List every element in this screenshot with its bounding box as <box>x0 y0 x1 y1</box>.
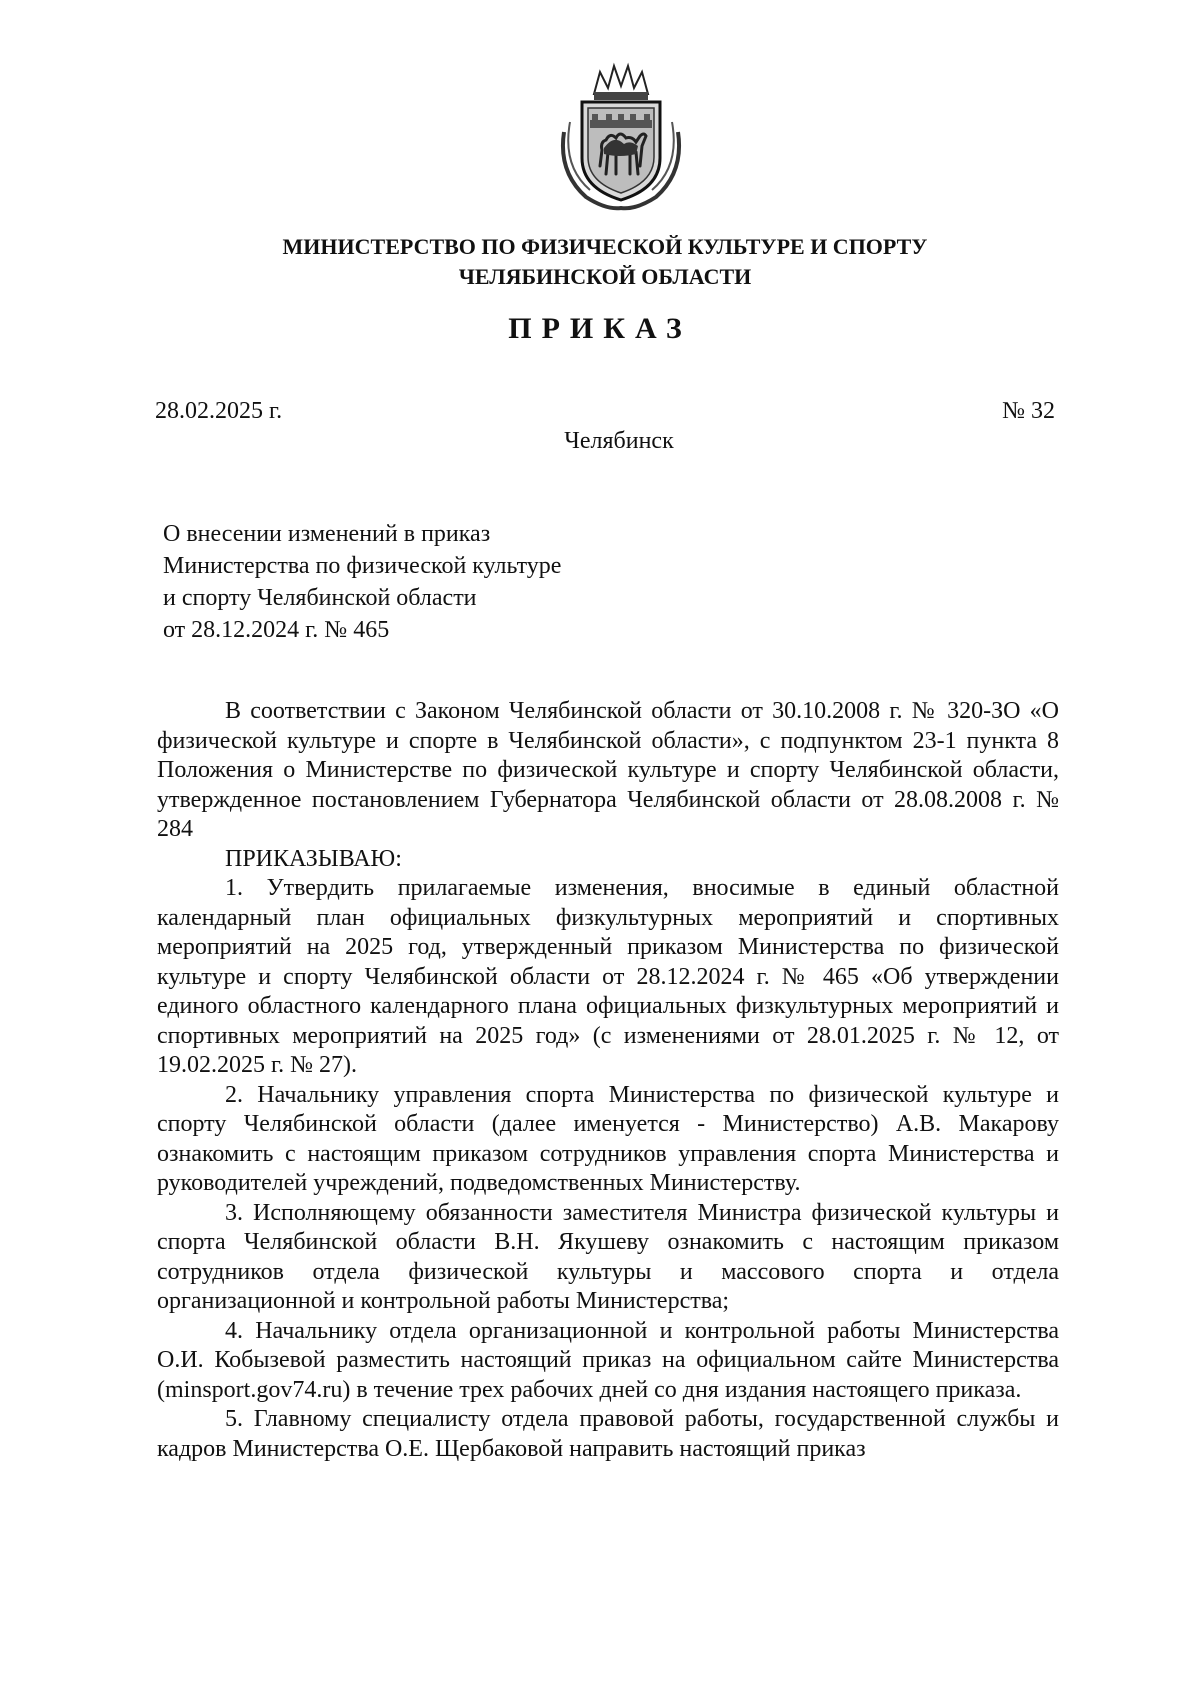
subject-line: О внесении изменений в приказ <box>163 521 491 547</box>
order-word: ПРИКАЗЫВАЮ: <box>225 845 402 872</box>
order-item-4: 4. Начальнику отдела организационной и контрольной работы Министерства О.И. Кобызевой разместить настоящий приказ на официальном сайте Министерства (minsport.gov74.ru) в течение трех рабочих дней со дня издания настоящего приказа. <box>157 1317 1059 1403</box>
ministry-name <box>0 232 1200 292</box>
subject-line: и спорту Челябинской области <box>163 585 477 611</box>
order-number: № 32 <box>1002 398 1055 424</box>
order-city: Челябинск <box>564 428 674 454</box>
order-item-3: 3. Исполняющему обязанности заместителя Министра физической культуры и спорта Челябинской области В.Н. Якушеву ознакомить с настоящим приказом сотрудников отдела физической культуры и массового спорта и отдела организационной и контрольной работы Министерства; <box>157 1199 1059 1314</box>
ministry-name-line2: ЧЕЛЯБИНСКОЙ ОБЛАСТИ <box>458 264 752 289</box>
document-type-title: ПРИКАЗ <box>508 312 692 345</box>
chelyabinsk-oblast-coat-of-arms-icon <box>556 62 686 212</box>
preamble-paragraph: В соответствии с Законом Челябинской области от 30.10.2008 г. № 320-ЗО «О физической культуре и спорте в Челябинской области», с подпунктом 23-1 пункта 8 Положения о Министерстве по физической культуре и спорту Челябинской области, утвержденное постановлением Губернатора Челябинской области от 28.08.2008 г. № 284 <box>157 698 1059 842</box>
order-item-1: 1. Утвердить прилагаемые изменения, вносимые в единый областной календарный план официальных физкультурных мероприятий и спортивных мероприятий на 2025 год, утвержденный приказом Министерства по физической культуре и спорту Челябинской области от 28.12.2024 г. № 465 «Об утверждении единого областного календарного плана официальных физкультурных мероприятий и спортивных мероприятий на 2025 год» (с изменениями от 28.01.2025 г. № 12, от 19.02.2025 г. № 27). <box>157 875 1059 1078</box>
subject-line: от 28.12.2024 г. № 465 <box>163 617 390 643</box>
order-body <box>157 697 1059 1464</box>
order-date: 28.02.2025 г. <box>155 398 283 424</box>
subject-line: Министерства по физической культуре <box>163 553 562 579</box>
order-item-2: 2. Начальнику управления спорта Министерства по физической культуре и спорту Челябинской области (далее именуется - Министерство) А.В. Макарову ознакомить с настоящим приказом сотрудников управления спорта Министерства и руководителей учреждений, подведомственных Министерству. <box>157 1081 1059 1196</box>
order-subject <box>163 518 723 646</box>
order-item-5: 5. Главному специалисту отдела правовой работы, государственной службы и кадров Министерства О.Е. Щербаковой направить настоящий приказ <box>157 1406 1059 1462</box>
ministry-name-line1: МИНИСТЕРСТВО ПО ФИЗИЧЕСКОЙ КУЛЬТУРЕ И СПОРТУ <box>282 234 928 259</box>
